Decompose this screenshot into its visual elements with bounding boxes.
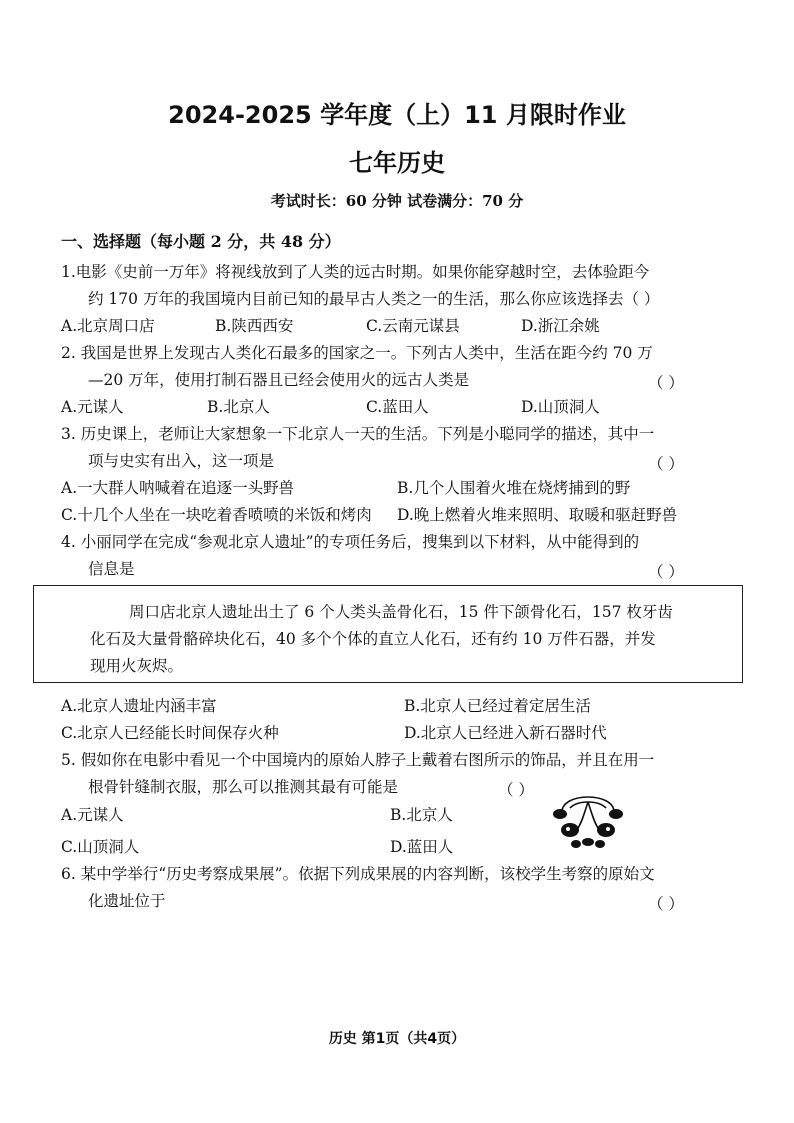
q4-stem-line1: 4. 小丽同学在完成“参观北京人遗址”的专项任务后，搜集到以下材料，从中能得到的 <box>61 533 640 551</box>
material-line1: 周口店北京人遗址出土了 6 个人类头盖骨化石，15 件下颌骨化石，157 枚牙齿 <box>129 603 673 621</box>
q1-stem-line2: 约 170 万年的我国境内目前已知的最早古人类之一的生活，那么你应该选择去（ ） <box>88 290 660 308</box>
q6-stem-line2: 化遗址位于 <box>88 892 166 910</box>
q4-option-d: D.北京人已经进入新石器时代 <box>404 724 607 742</box>
q1-option-c: C.云南元谋县 <box>366 317 460 335</box>
q1-option-a: A.北京周口店 <box>61 317 155 335</box>
q5-stem-line2: 根骨针缝制衣服，那么可以推测其最有可能是 <box>88 778 399 796</box>
q4-answer-blank: （ ） <box>648 563 684 581</box>
q2-stem-line1: 2. 我国是世界上发现古人类化石最多的国家之一。下列古人类中，生活在距今约 70 万 <box>61 344 653 362</box>
q5-option-a: A.元谋人 <box>61 806 124 824</box>
ornament-bead <box>553 809 567 819</box>
q1-option-b: B.陕西西安 <box>215 317 294 335</box>
q5-answer-blank: （ ） <box>498 781 534 799</box>
material-box <box>33 585 743 683</box>
exam-info: 考试时长：60 分钟 试卷满分：70 分 <box>270 192 524 210</box>
q3-stem-line2: 项与史实有出入，这一项是 <box>88 452 275 470</box>
q4-option-a: A.北京人遗址内涵丰富 <box>61 697 217 715</box>
q3-option-d: D.晚上燃着火堆来照明、取暖和驱赶野兽 <box>397 506 678 524</box>
page-footer: 历史 第1页（共4页） <box>328 1031 466 1047</box>
q5-option-b: B.北京人 <box>390 806 453 824</box>
q4-option-b: B.北京人已经过着定居生活 <box>404 697 591 715</box>
q5-stem-line1: 5. 假如你在电影中看见一个中国境内的原始人脖子上戴着右图所示的饰品，并且在用一 <box>61 751 655 769</box>
material-line3: 现用火灰烬。 <box>90 657 184 675</box>
q4-stem-line2: 信息是 <box>88 560 135 578</box>
q1-option-d: D.浙江余姚 <box>521 317 600 335</box>
q5-option-c: C.山顶洞人 <box>61 838 140 856</box>
paper-title: 2024-2025 学年度（上）11 月限时作业 <box>168 101 626 129</box>
q2-stem-line2: —20 万年，使用打制石器且已经会使用火的远古人类是 <box>88 371 470 389</box>
q3-stem-line1: 3. 历史课上，老师让大家想象一下北京人一天的生活。下列是小聪同学的描述，其中一 <box>61 425 655 443</box>
q5-option-d: D.蓝田人 <box>390 838 454 856</box>
q2-answer-blank: （ ） <box>648 374 684 392</box>
q2-option-d: D.山顶洞人 <box>521 398 600 416</box>
subject-title: 七年历史 <box>349 149 445 177</box>
q4-option-c: C.北京人已经能长时间保存火种 <box>61 724 279 742</box>
q3-option-b: B.几个人围着火堆在烧烤捕到的野 <box>397 479 631 497</box>
q6-answer-blank: （ ） <box>648 895 684 913</box>
section-heading: 一、选择题（每小题 2 分，共 48 分） <box>61 232 341 251</box>
q3-option-c: C.十几个人坐在一块吃着香喷喷的米饭和烤肉 <box>61 506 372 524</box>
q6-stem-line1: 6. 某中学举行“历史考察成果展”。依据下列成果展的内容判断，该校学生考察的原始文 <box>61 865 655 883</box>
q1-stem-line1: 1.电影《史前一万年》将视线放到了人类的远古时期。如果你能穿越时空，去体验距今 <box>61 263 650 281</box>
necklace-ornament-figure <box>548 782 628 854</box>
q2-option-a: A.元谋人 <box>61 398 124 416</box>
q3-answer-blank: （ ） <box>648 455 684 473</box>
material-line2: 化石及大量骨骼碎块化石，40 多个个体的直立人化石，还有约 10 万件石器，并发 <box>90 630 656 648</box>
q2-option-b: B.北京人 <box>207 398 270 416</box>
q3-option-a: A.一大群人呐喊着在追逐一头野兽 <box>61 479 295 497</box>
q2-option-c: C.蓝田人 <box>366 398 429 416</box>
